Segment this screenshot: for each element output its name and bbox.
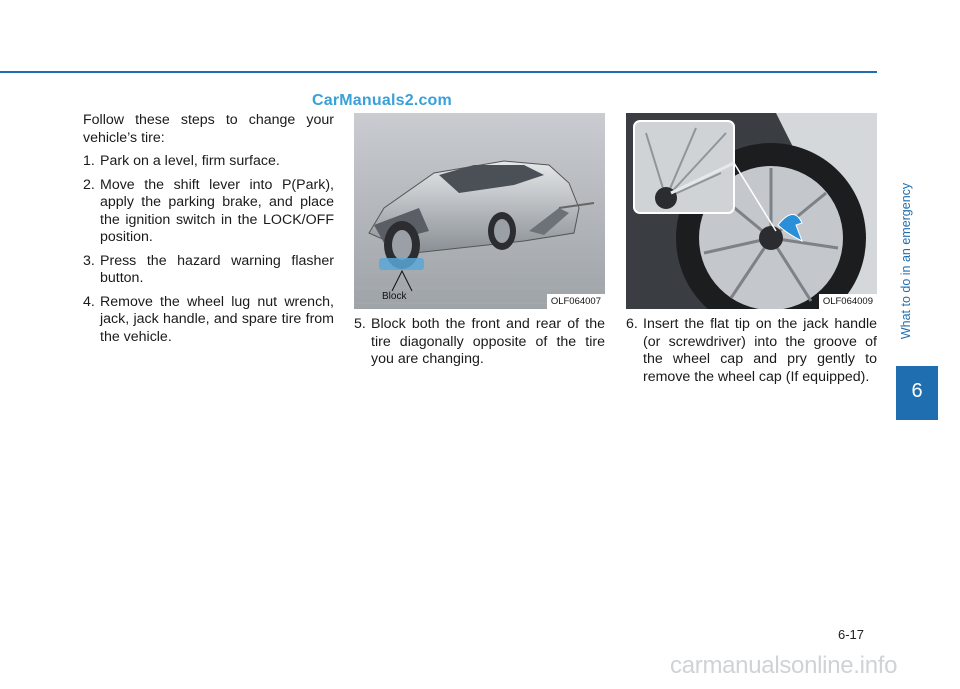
chapter-title <box>896 182 916 340</box>
instructions-column-1 <box>83 112 334 352</box>
chapter-title-text: What to do in an emergency <box>899 182 913 340</box>
step-text: Park on a level, firm surface. <box>100 153 280 169</box>
car-illustration <box>354 113 605 309</box>
steps-list <box>83 153 334 346</box>
step-item <box>83 294 334 347</box>
wheel-illustration <box>626 113 877 309</box>
figure-car-wheel-block <box>354 113 605 309</box>
steps-list <box>626 316 877 386</box>
watermark-bottom[interactable]: carmanualsonline.info <box>670 652 898 679</box>
step-text: Block both the front and rear of the tire diagonally opposite of the tire you are changing. <box>371 316 605 367</box>
step-number: 4. <box>83 293 95 310</box>
figure-wheel-cap-removal <box>626 113 877 309</box>
steps-list <box>354 316 605 369</box>
step-number: 1. <box>83 153 95 169</box>
step-item <box>83 177 334 247</box>
step-number: 5. <box>354 316 366 332</box>
header-rule <box>0 71 877 73</box>
figure-code: OLF064009 <box>819 294 877 309</box>
step-number: 6. <box>626 316 638 332</box>
step-number: 2. <box>83 176 95 193</box>
step-item <box>354 316 605 369</box>
instructions-column-2 <box>354 316 605 375</box>
step-text: Remove the wheel lug nut wrench, jack, jack handle, and spare tire from the vehicle. <box>100 293 334 345</box>
chapter-tab[interactable] <box>896 366 938 420</box>
step-item <box>626 316 877 386</box>
instructions-column-3 <box>626 316 877 392</box>
step-text: Move the shift lever into P(Park), apply the parking brake, and place the ignition switch in the LOCK/OFF position. <box>100 176 334 245</box>
intro-text: Follow these steps to change your vehicle’s tire: <box>83 112 334 146</box>
figure-code: OLF064007 <box>547 294 605 309</box>
block-label: Block <box>382 291 407 302</box>
watermark-top[interactable]: CarManuals2.com <box>312 92 452 109</box>
step-item <box>83 253 334 288</box>
page-number: 6-17 <box>838 627 865 642</box>
chapter-number: 6 <box>911 380 923 402</box>
step-text: Insert the flat tip on the jack handle (or screwdriver) into the groove of the wheel cap and pry gently to remove the wheel cap (If equipped). <box>643 316 877 385</box>
step-number: 3. <box>83 252 95 269</box>
step-text: Press the hazard warning flasher button. <box>100 252 334 286</box>
step-item <box>83 153 334 171</box>
